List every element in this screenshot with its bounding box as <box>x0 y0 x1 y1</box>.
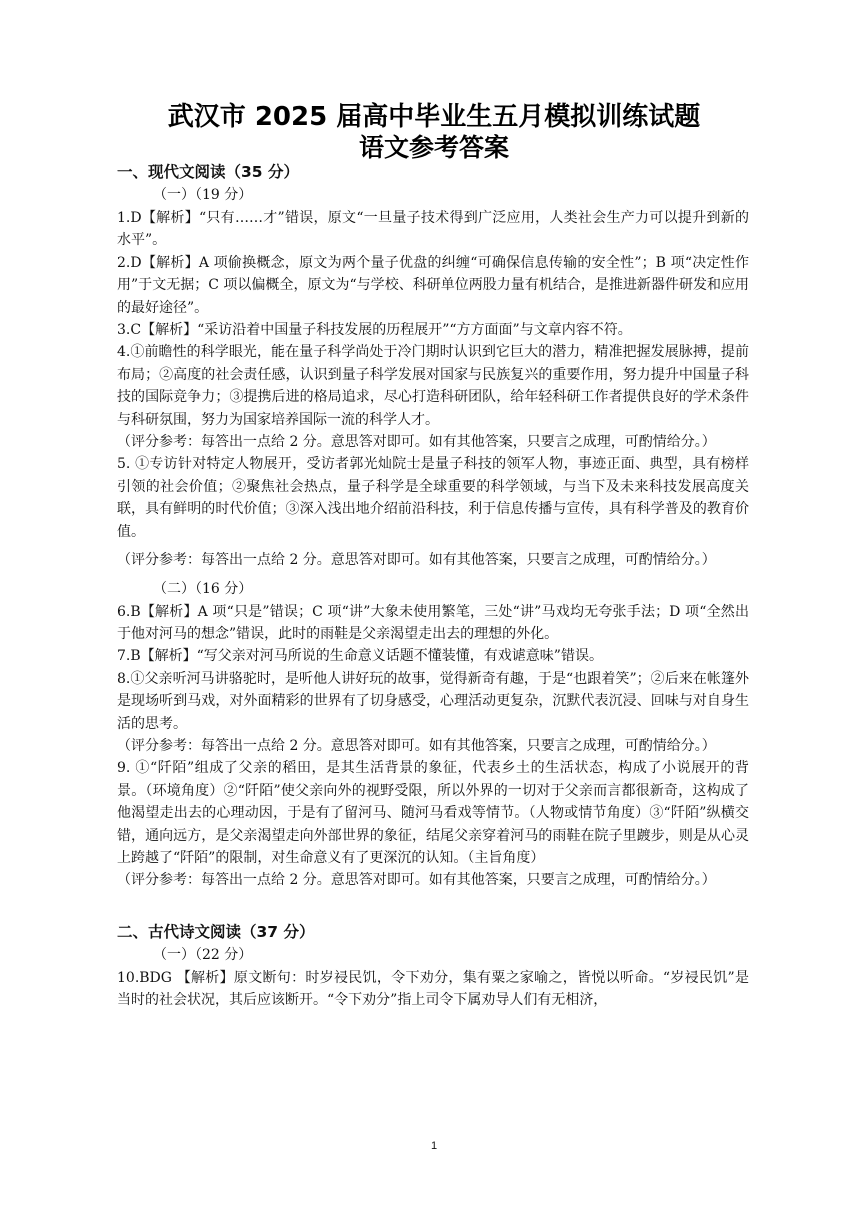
answer-q2: 2.D【解析】A 项偷换概念，原文为两个量子优盘的纠缠“可确保信息传输的安全性”；B 项“决定性作用”于文无据；C 项以偏概全，原文为“与学校、科研单位两股力量有机结合，是推进新器件研发和应用的最好途径”。 <box>117 254 749 316</box>
answer-q10: 10.BDG 【解析】原文断句：时岁祲民饥，令下劝分，集有粟之家喻之，皆悦以听命。“岁祲民饥”是当时的社会状况，其后应该断开。“令下劝分”指上司令下属劝导人们有无相济， <box>117 969 749 1009</box>
answer-q8: 8.①父亲听河马讲骆驼时，是听他人讲好玩的故事，觉得新奇有趣，于是“也跟着笑”；②后来在帐篷外是现场听到马戏，对外面精彩的世界有了切身感受，心理活动更复杂，沉默代表沉浸、回味与对自身生活的思考。 <box>117 670 749 732</box>
answer-q4: 4.①前瞻性的科学眼光，能在量子科学尚处于冷门期时认识到它巨大的潜力，精准把握发展脉搏，提前布局；②高度的社会责任感，认识到量子科学发展对国家与民族复兴的重要作用，努力提升中国量子科技的国际竞争力；③提携后进的格局追求，尽心打造科研团队，给年轻科研工作者提供良好的学术条件与科研氛围，努力为国家培养国际一流的科学人才。 <box>117 344 749 428</box>
scoring-note-q4: （评分参考：每答出一点给 2 分。意思答对即可。如有其他答案，只要言之成理，可酌情给分。） <box>117 434 716 451</box>
answer-q9: 9. ①“阡陌”组成了父亲的稻田，是其生活背景的象征，代表乡土的生活状态，构成了小说展开的背景。（环境角度）②“阡陌”使父亲向外的视野受限，所以外界的一切对于父亲而言都很新奇，这构成了他渴望走出去的心理动因，于是有了留河马、随河马看戏等情节。（人物或情节角度）③“阡陌”纵横交错，通向远方，是父亲渴望走向外部世界的象征，结尾父亲穿着河马的雨鞋在院子里踱步，则是从心灵上跨越了“阡陌”的限制，对生命意义有了更深沉的认知。（主旨角度） <box>117 760 749 866</box>
section-heading-classical-reading: 二、古代诗文阅读（37 分） <box>117 922 315 941</box>
section-heading-modern-reading: 一、现代文阅读（35 分） <box>117 163 299 181</box>
answer-content <box>117 160 749 1012</box>
scoring-note-q5: （评分参考：每答出一点给 2 分。意思答对即可。如有其他答案，只要言之成理，可酌情给分。） <box>117 552 716 569</box>
answer-q5: 5. ①专访针对特定人物展开，受访者郭光灿院士是量子科技的领军人物，事迹正面、典型，具有榜样引领的社会价值；②聚焦社会热点，量子科学是全球重要的科学领域，与当下及未来科技发展高度关联，具有鲜明的时代价值；③深入浅出地介绍前沿科技，利于信息传播与宣传，具有科学普及的教育价值。 <box>117 456 749 540</box>
scoring-note-q8: （评分参考：每答出一点给 2 分。意思答对即可。如有其他答案，只要言之成理，可酌情给分。） <box>117 737 716 754</box>
answer-q3: 3.C【解析】“采访沿着中国量子科技发展的历程展开”“方方面面”与文章内容不符。 <box>117 322 632 339</box>
document-title: 武汉市 2025 届高中毕业生五月模拟训练试题 <box>167 102 701 132</box>
document-subtitle: 语文参考答案 <box>358 133 509 162</box>
answer-q1: 1.D【解析】“只有……才”错误，原文“一旦量子技术得到广泛应用，人类社会生产力可以提升到新的水平”。 <box>117 210 749 249</box>
page-number: 1 <box>430 1140 438 1152</box>
part-heading-2: （二）（16 分） <box>153 580 253 597</box>
answer-q7: 7.B【解析】“写父亲对河马所说的生命意义话题不懂装懂，有戏谑意味”错误。 <box>117 648 603 665</box>
part-heading-3: （一）（22 分） <box>153 946 253 963</box>
scoring-note-q9: （评分参考：每答出一点给 2 分。意思答对即可。如有其他答案，只要言之成理，可酌情给分。） <box>117 872 716 889</box>
part-heading-1: （一）（19 分） <box>153 187 253 203</box>
answer-q6: 6.B【解析】A 项“只是”错误；C 项“讲”大象未使用繁笔，三处“讲”马戏均无夸张手法；D 项“全然出于他对河马的想念”错误，此时的雨鞋是父亲渴望走出去的理想的外化。 <box>117 603 749 642</box>
